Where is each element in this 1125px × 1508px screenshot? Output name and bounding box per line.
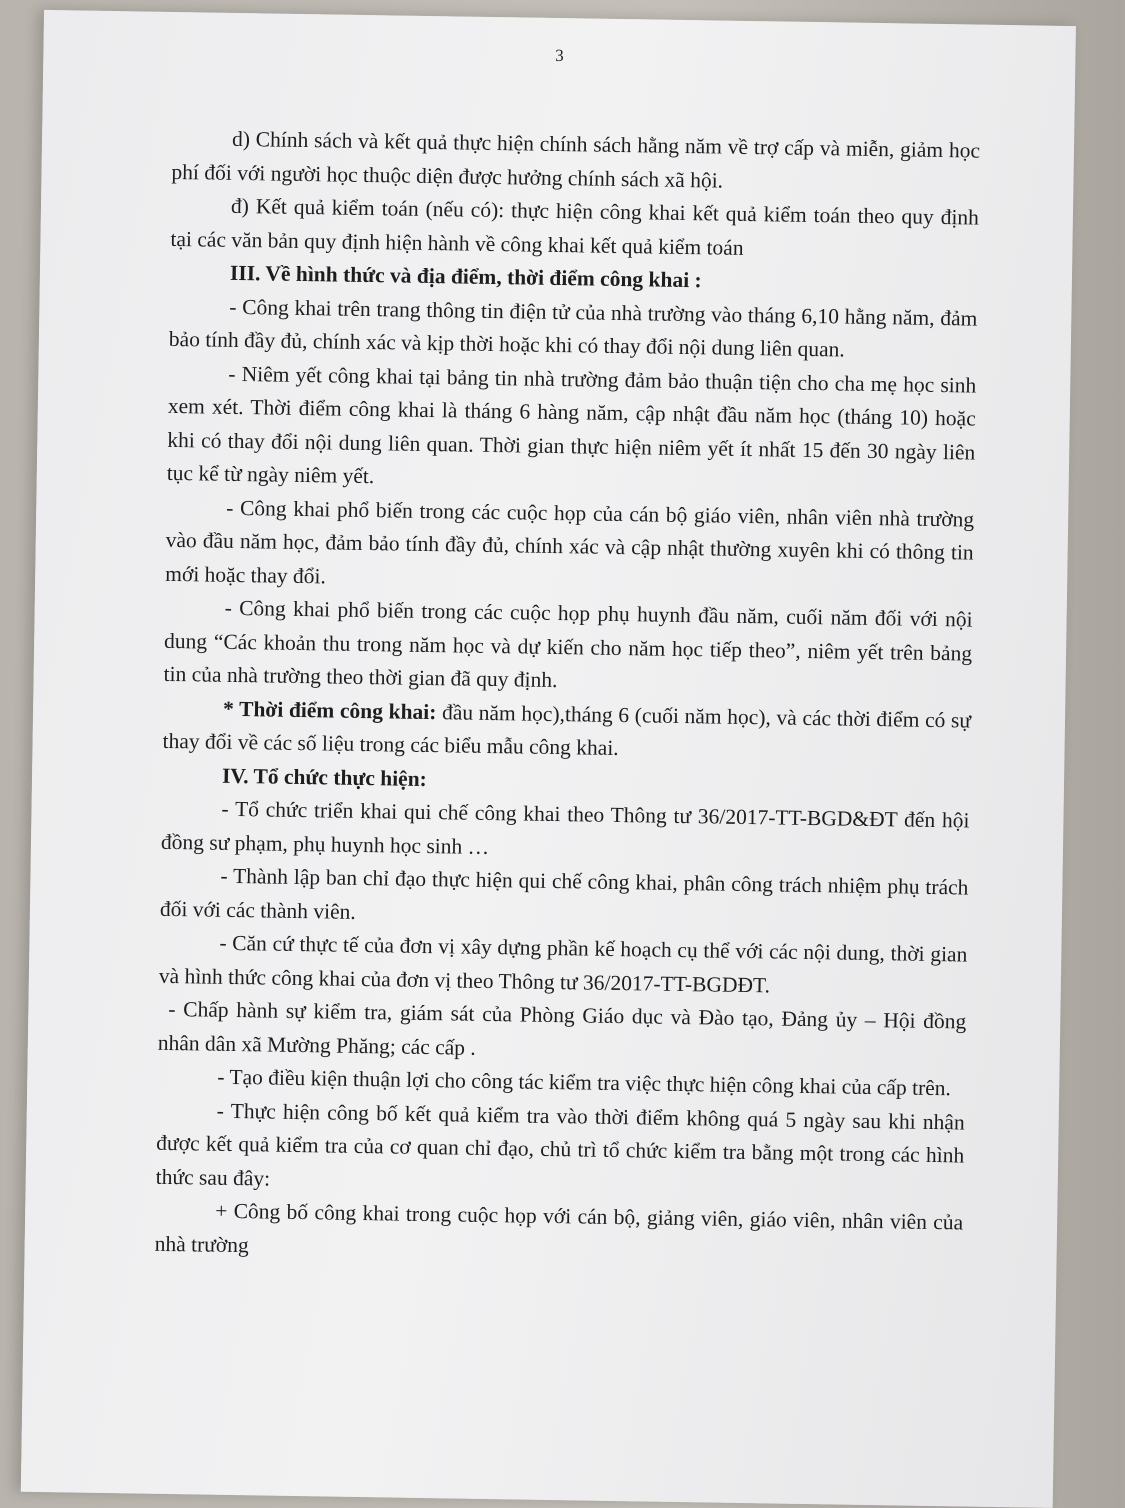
paragraph-thanh-lap-ban-chi-dao: - Thành lập ban chỉ đạo thực hiện qui chế công khai, phân công trách nhiệm phụ trách đối với các thành viên. [159, 863, 969, 924]
paragraph-can-cu-thuc-te: - Căn cứ thực tế của đơn vị xây dựng phần kế hoạch cụ thể với các nội dung, thời gian và hình thức công khai của đơn vị theo Thông tư 36/2017-TT-BGDĐT. [158, 930, 968, 997]
document-page [21, 10, 1076, 1508]
paragraph-hop-can-bo: - Công khai phổ biến trong các cuộc họp của cán bộ giáo viên, nhân viên nhà trường vào đầu năm học, đảm bảo tính đầy đủ, chính xác và cập nhật thường xuyên khi có thông tin mới hoặc thay đổi. [165, 495, 975, 588]
thoi-diem-text: đầu năm học),tháng 6 (cuối năm học), và các thời điểm có sự thay đổi về các số liệu trong các biểu mẫu công khai. [162, 699, 972, 761]
paragraph-thoi-diem-cong-khai [162, 691, 971, 771]
thoi-diem-label: * Thời điểm công khai: [222, 696, 437, 724]
paragraph-cong-khai-trang-thong-tin: - Công khai trên trang thông tin điện tử của nhà trường vào tháng 6,10 hằng năm, đảm bảo tính đầy đủ, chính xác và kịp thời hoặc khi có thay đổi nội dung liên quan. [168, 294, 978, 362]
paragraph-chap-hanh-kiem-tra: - Chấp hành sự kiểm tra, giám sát của Phòng Giáo dục và Đào tạo, Đảng ủy – Hội đồng nhân dân xã Mường Phăng; các cấp . [157, 996, 967, 1060]
paragraph-d-chinh-sach: d) Chính sách và kết quả thực hiện chính sách hằng năm về trợ cấp và miễn, giảm học phí đối với người học thuộc diện được hưởng chính sách xã hội. [171, 126, 981, 193]
page-number: 3 [555, 45, 564, 66]
section-heading-iv: IV. Tổ chức thực hiện: [221, 763, 428, 791]
paragraph-cong-bo-ket-qua: - Thực hiện công bố kết quả kiểm tra vào thời điểm không quá 5 ngày sau khi nhận được kết quả kiểm tra của cơ quan chỉ đạo, chủ trì tổ chức kiểm tra bằng một trong các hình thức sau đây: [155, 1098, 965, 1191]
paragraph-dd-kiem-toan: đ) Kết quả kiểm toán (nếu có): thực hiện công khai kết quả kiểm toán theo quy định tại các văn bản quy định hiện hành về công khai kết quả kiểm toán [170, 193, 980, 260]
document-body [154, 122, 980, 1274]
paragraph-trien-khai-qui-che: - Tổ chức triển khai qui chế công khai theo Thông tư 36/2017-TT-BGD&ĐT đến hội đồng sư phạm, phụ huynh học sinh … [160, 796, 970, 859]
paragraph-hop-phu-huynh: - Công khai phổ biến trong các cuộc họp phụ huynh đầu năm, cuối năm đối với nội dung “Các khoản thu trong năm học và dự kiến cho năm học tiếp theo”, niêm yết trên bảng tin của nhà trường theo thời gian đã quy định. [163, 595, 973, 693]
paragraph-tao-dieu-kien: - Tạo điều kiện thuận lợi cho công tác kiểm tra việc thực hiện công khai của cấp trên. [217, 1064, 952, 1101]
section-heading-iii: III. Về hình thức và địa điểm, thời điểm công khai : [229, 260, 702, 293]
paragraph-cong-bo-cuoc-hop: + Công bố công khai trong cuộc họp với cán bộ, giảng viên, giáo viên, nhân viên của nhà trường [154, 1198, 964, 1257]
paragraph-niem-yet-bang-tin: - Niêm yết công khai tại bảng tin nhà trường đảm bảo thuận tiện cho cha mẹ học sinh xem xét. Thời điểm công khai là tháng 6 hàng năm, cập nhật đầu năm học (tháng 10) hoặc khi có thay đổi nội dung liên quan. Thời gian thực hiện niêm yết ít nhất 15 đến 30 ngày liên tục kể từ ngày niêm yết. [166, 361, 977, 489]
